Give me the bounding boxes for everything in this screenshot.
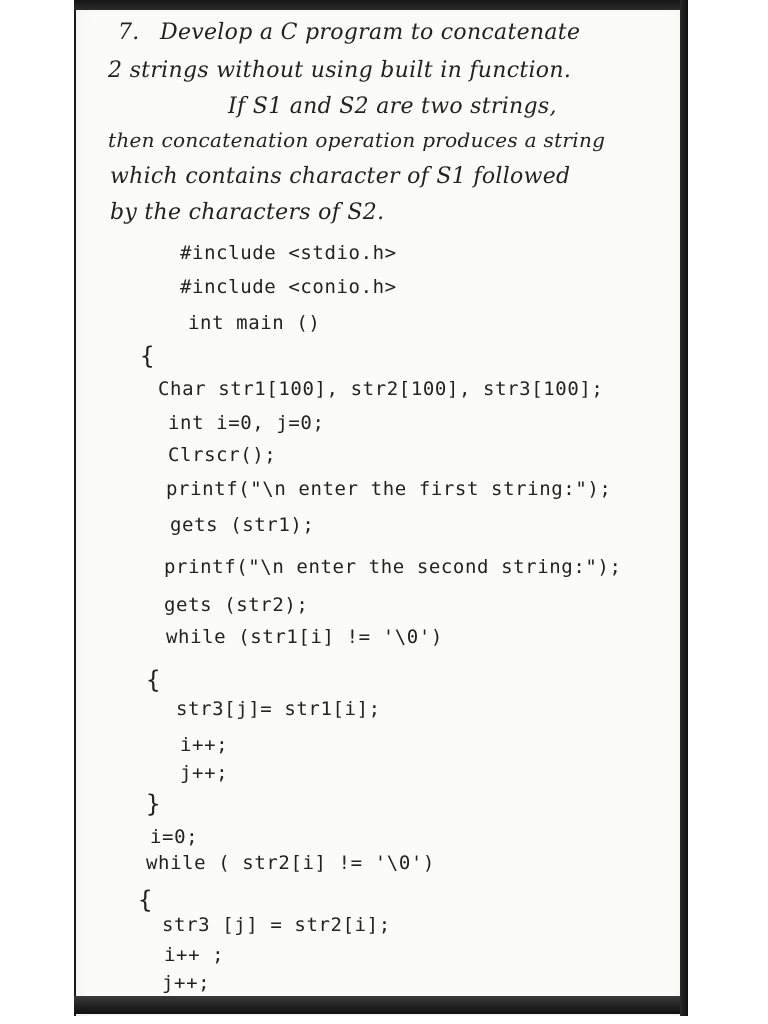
code-line-include-stdio: #include <stdio.h> xyxy=(180,242,397,264)
code-line-open-brace-loop1: { xyxy=(146,666,161,694)
code-line-while-str1: while (str1[i] != '\0') xyxy=(166,626,443,648)
question-line-5: which contains character of S1 followed xyxy=(110,164,571,189)
question-line-4: then concatenation operation produces a string xyxy=(108,128,606,152)
code-line-include-conio: #include <conio.h> xyxy=(180,276,397,298)
question-line-3: If S1 and S2 are two strings, xyxy=(228,94,557,119)
background-right xyxy=(684,0,768,1024)
code-line-copy-str1: str3[j]= str1[i]; xyxy=(176,698,381,720)
question-number: 7. xyxy=(118,20,140,45)
page-bottom-edge xyxy=(74,996,686,1014)
code-line-i-inc-1: i++; xyxy=(180,734,229,756)
code-line-copy-str2: str3 [j] = str2[i]; xyxy=(162,914,391,936)
code-line-i-inc-2: i++ ; xyxy=(164,944,225,966)
page-top-edge xyxy=(74,0,686,10)
code-line-j-inc-2: j++; xyxy=(162,972,211,994)
code-line-while-str2: while ( str2[i] != '\0') xyxy=(146,852,435,874)
page-right-edge xyxy=(680,0,688,1016)
question-line-1: Develop a C program to concatenate xyxy=(160,20,581,45)
code-line-declare-ints: int i=0, j=0; xyxy=(168,412,325,434)
code-line-open-brace: { xyxy=(140,342,155,370)
code-line-gets-str2: gets (str2); xyxy=(164,594,309,616)
question-line-6: by the characters of S2. xyxy=(110,200,385,225)
code-line-gets-str1: gets (str1); xyxy=(170,514,315,536)
code-line-declare-strings: Char str1[100], str2[100], str3[100]; xyxy=(158,378,604,400)
code-line-j-inc-1: j++; xyxy=(180,762,229,784)
code-line-clrscr: Clrscr(); xyxy=(168,444,277,466)
code-line-main: int main () xyxy=(188,312,321,334)
code-line-printf-second: printf("\n enter the second string:"); xyxy=(164,556,622,578)
background-left xyxy=(0,0,74,1024)
code-line-reset-i: i=0; xyxy=(150,826,199,848)
code-line-printf-first: printf("\n enter the first string:"); xyxy=(166,478,612,500)
code-line-close-brace-loop1: } xyxy=(146,790,161,818)
question-line-2: 2 strings without using built in function. xyxy=(108,58,572,83)
code-line-open-brace-loop2: { xyxy=(138,886,153,914)
